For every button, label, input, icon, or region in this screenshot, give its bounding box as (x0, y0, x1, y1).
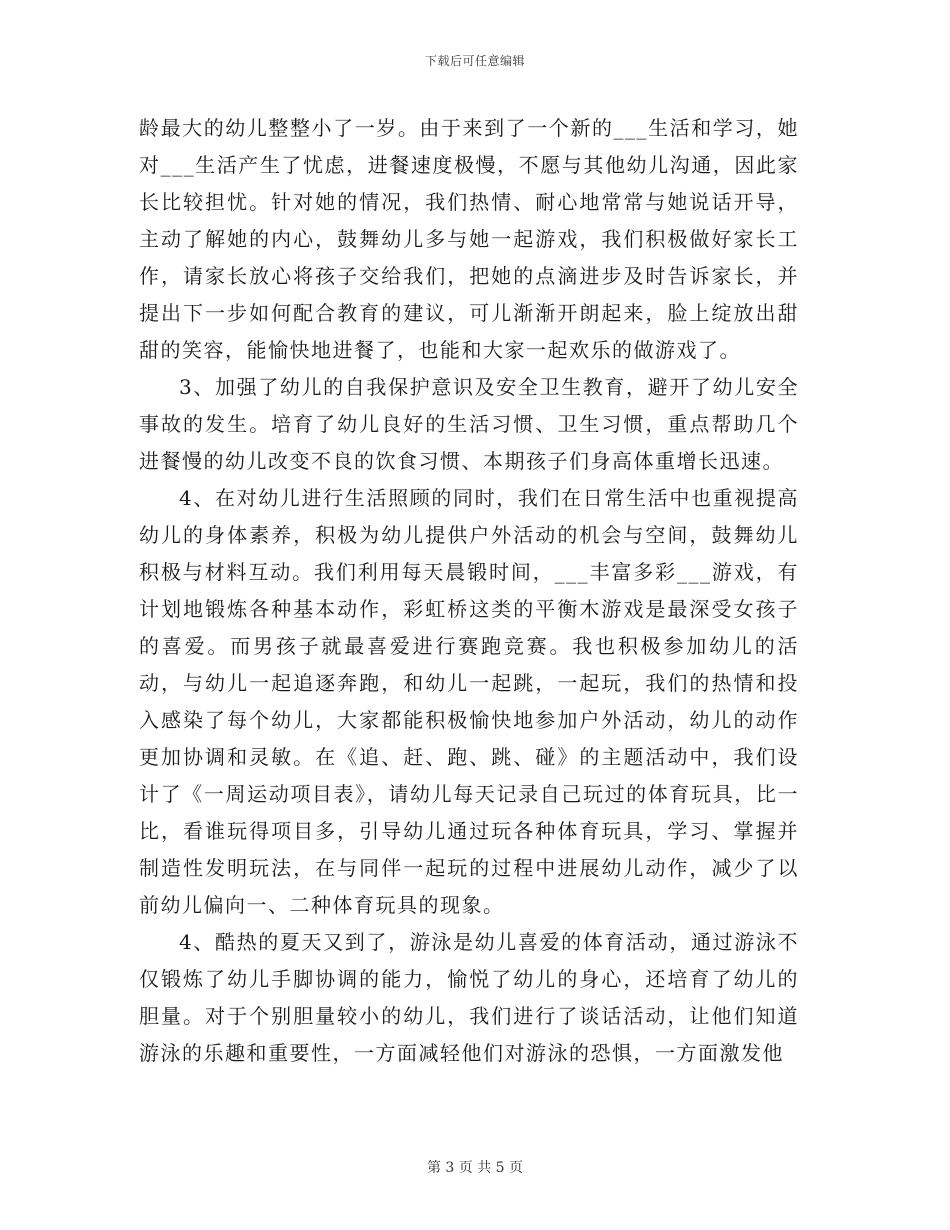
paragraph-2: 3、加强了幼儿的自我保护意识及安全卫生教育，避开了幼儿安全事故的发生。培育了幼儿良好的生活习惯、卫生习惯，重点帮助几个进餐慢的幼儿改变不良的饮食习惯、本期孩子们身高体重增长迅速。 (139, 375, 799, 473)
page-number: 第 3 页 共 5 页 (426, 1160, 524, 1176)
page-header-note: 下载后可任意编辑 (424, 54, 525, 68)
paragraph-1: 龄最大的幼儿整整小了一岁。由于来到了一个新的___生活和学习，她对___生活产生了忧虑，进餐速度极慢，不愿与其他幼儿沟通，因此家长比较担忧。针对她的情况，我们热情、耐心地常常与她说话开导，主动了解她的内心，鼓舞幼儿多与她一起游戏，我们积极做好家长工作，请家长放心将孩子交给我们，把她的点滴进步及时告诉家长，并提出下一步如何配合教育的建议，可儿渐渐开朗起来，脸上绽放出甜甜的笑容，能愉快地进餐了，也能和大家一起欢乐的做游戏了。 (139, 116, 799, 362)
paragraph-3: 4、在对幼儿进行生活照顾的同时，我们在日常生活中也重视提高幼儿的身体素养，积极为幼儿提供户外活动的机会与空间，鼓舞幼儿积极与材料互动。我们利用每天晨锻时间，___丰富多彩___游戏，有计划地锻炼各种基本动作，彩虹桥这类的平衡木游戏是最深受女孩子的喜爱。而男孩子就最喜爱进行赛跑竞赛。我也积极参加幼儿的活动，与幼儿一起追逐奔跑，和幼儿一起跳，一起玩，我们的热情和投入感染了每个幼儿，大家都能积极愉快地参加户外活动，幼儿的动作更加协调和灵敏。在《追、赶、跑、跳、碰》的主题活动中，我们设计了《一周运动项目表》，请幼儿每天记录自己玩过的体育玩具，比一比，看谁玩得项目多，引导幼儿通过玩各种体育玩具，学习、掌握并制造性发明玩法，在与同伴一起玩的过程中进展幼儿动作，减少了以前幼儿偏向一、二种体育玩具的现象。 (139, 486, 799, 917)
document-body (139, 110, 799, 1072)
paragraph-4: 4、酷热的夏天又到了，游泳是幼儿喜爱的体育活动，通过游泳不仅锻炼了幼儿手脚协调的能力，愉悦了幼儿的身心，还培育了幼儿的胆量。对于个别胆量较小的幼儿，我们进行了谈话活动，让他们知道游泳的乐趣和重要性，一方面减轻他们对游泳的恐惧，一方面激发他 (139, 930, 799, 1065)
